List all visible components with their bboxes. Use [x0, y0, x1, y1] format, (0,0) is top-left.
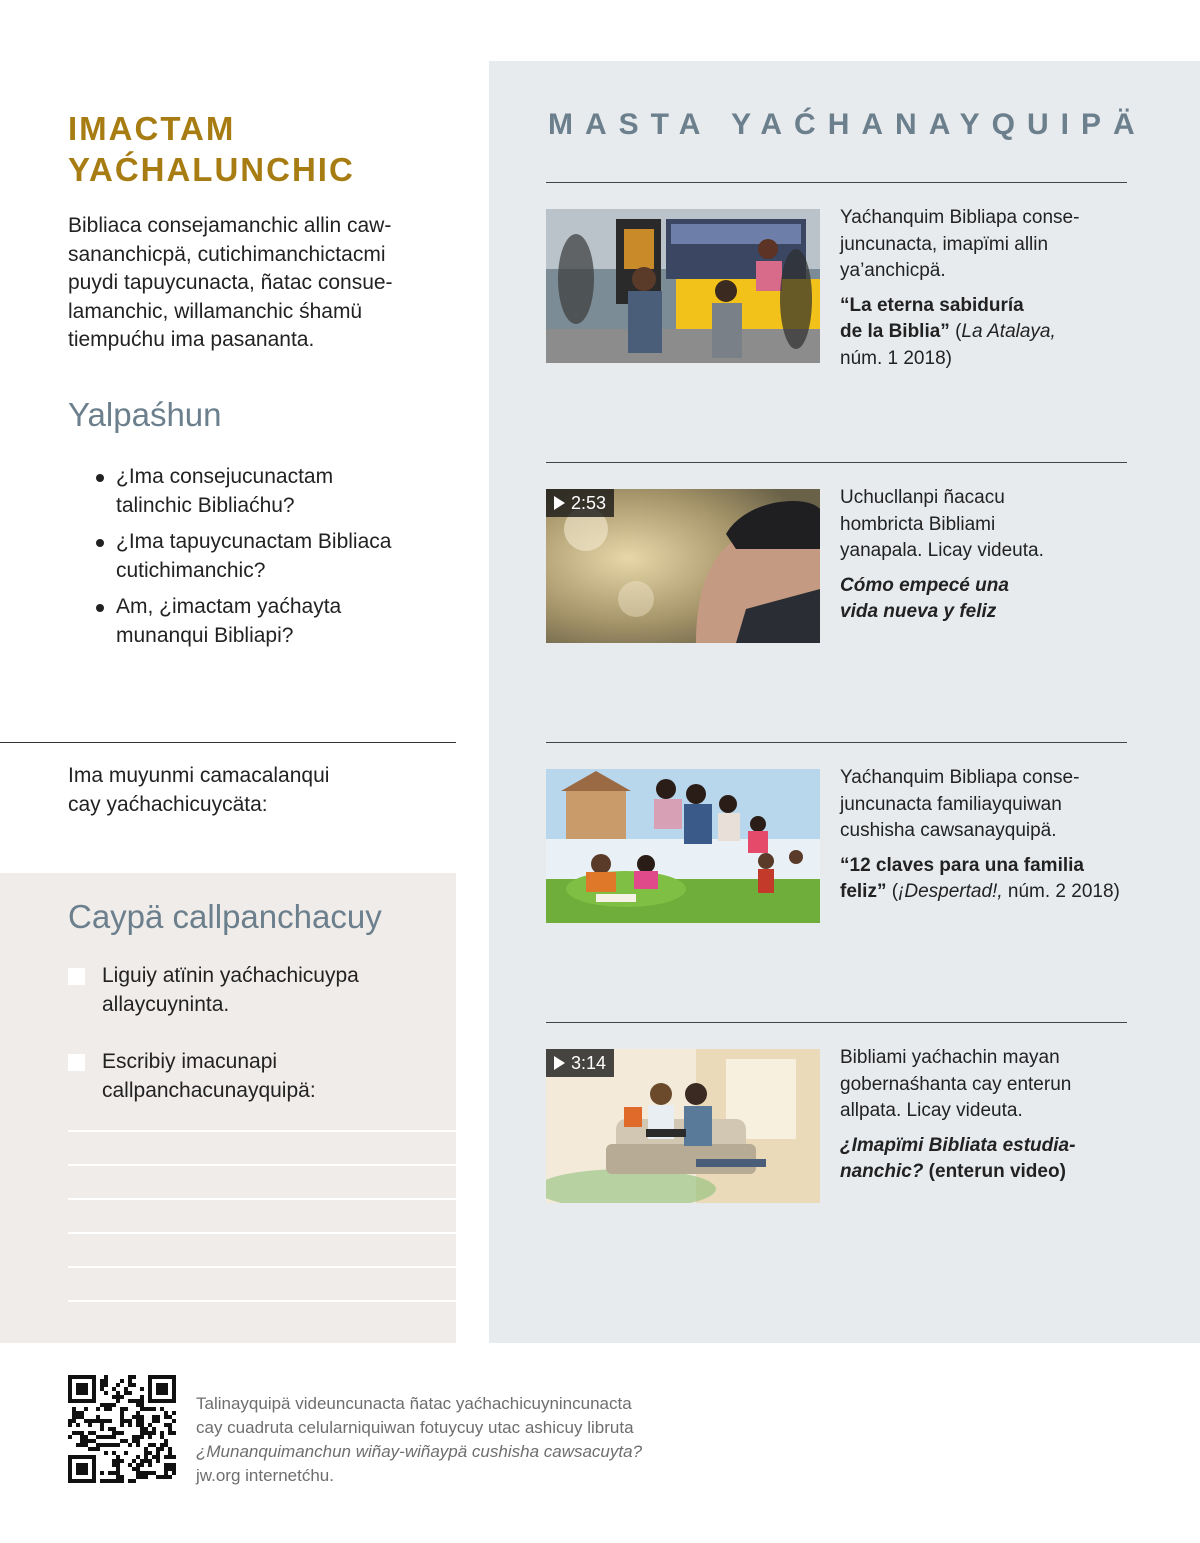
article-thumbnail[interactable] [546, 209, 820, 363]
qr-code[interactable] [68, 1375, 176, 1483]
video-duration-badge [546, 1049, 614, 1077]
list-item [92, 593, 391, 650]
description-line: Uchucllanpi ñacacu [840, 487, 1005, 508]
family-image [546, 769, 820, 923]
question-line: Am, ¿imactam yaćhayta [116, 595, 342, 618]
footer-line: Talinayquipä videuncunacta ñatac yaćhachicuynincunacta [196, 1394, 632, 1413]
writing-line[interactable] [68, 1232, 456, 1234]
video-link[interactable] [840, 1133, 1130, 1186]
intro-line: Bibliaca consejamanchic allin caw- [68, 214, 392, 237]
article-link[interactable] [840, 293, 1130, 373]
description-line: ya’anchicpä. [840, 260, 946, 281]
description-line: gobernaśhanta cay enterun [840, 1073, 1072, 1095]
writing-line[interactable] [68, 1300, 456, 1302]
task-item[interactable] [68, 962, 359, 1019]
section-divider [546, 742, 1127, 743]
video-title-suffix: (enterun video) [923, 1161, 1066, 1182]
question-line: cutichimanchic? [116, 558, 266, 582]
tasks-panel [0, 873, 456, 1343]
checkbox-icon[interactable] [68, 1054, 85, 1071]
page-title-line-2: YAĆHALUNCHIC [68, 151, 355, 188]
task-line: Liguiy atïnin yaćhachicuypa [102, 964, 359, 987]
writing-line[interactable] [68, 1130, 456, 1132]
description-line: hombricta Bibliami [840, 513, 996, 535]
description-line: juncunacta, imapïmi allin [840, 233, 1049, 255]
article-title-line: de la Biblia” [840, 321, 950, 342]
description-line: yanapala. Licay videuta. [840, 540, 1044, 561]
intro-line: sananchicpä, cutichimanchictacmi [68, 242, 386, 266]
description-line: juncunacta familiayquiwan [840, 793, 1062, 815]
video-title-line: Cómo empecé una [840, 574, 1009, 596]
intro-line: puydi tapuycunacta, ñatac consue- [68, 271, 393, 294]
article-link[interactable] [840, 853, 1130, 906]
source-publication: ¡Despertad!, [898, 881, 1003, 902]
task-line: callpanchacunayquipä: [102, 1078, 316, 1102]
video-title-line: ¿Imapïmi Bibliata estudia- [840, 1134, 1076, 1156]
study-note [68, 762, 329, 819]
question-line: talinchic Bibliaćhu? [116, 493, 295, 517]
checkbox-icon[interactable] [68, 968, 85, 985]
tasks-heading: Caypä callpanchacuy [68, 898, 382, 935]
questions-list [92, 463, 391, 658]
task-item[interactable] [68, 1048, 316, 1105]
page-title-line-1: IMACTAM [68, 110, 236, 147]
question-line: munanqui Bibliapi? [116, 623, 294, 647]
video-link[interactable] [840, 573, 1130, 626]
video-thumbnail[interactable] [546, 489, 820, 643]
play-icon [554, 1056, 565, 1070]
list-item [92, 463, 391, 520]
article-title-line: feliz” [840, 881, 887, 902]
play-icon [554, 496, 565, 510]
intro-line: tiempućhu ima pasananta. [68, 328, 315, 351]
source-issue: núm. 1 2018) [840, 347, 952, 369]
description-line: Yaćhanquim Bibliapa conse- [840, 207, 1080, 228]
description-line: allpata. Licay videuta. [840, 1100, 1023, 1121]
questions-heading: Yalpaśhun [68, 396, 222, 433]
description-line: Yaćhanquim Bibliapa conse- [840, 767, 1080, 788]
footer-line: cay cuadruta celularniquiwan fotuycuy utac ashicuy libruta [196, 1418, 634, 1437]
video-description [840, 485, 1130, 626]
description-line: cushisha cawsanayquipä. [840, 820, 1057, 841]
source-paren: ( [886, 881, 899, 902]
task-line: allaycuyninta. [102, 992, 230, 1016]
bullet-icon [96, 539, 104, 547]
video-title-line: nanchic? [840, 1161, 924, 1182]
video-description [840, 1045, 1130, 1186]
duration-label: 3:14 [571, 1053, 607, 1073]
question-line: ¿Ima consejucunactam [116, 465, 334, 488]
section-divider [0, 742, 456, 743]
qr-code-icon [68, 1375, 176, 1483]
description-line: Bibliami yaćhachin mayan [840, 1047, 1060, 1068]
article-description [840, 205, 1130, 372]
writing-line[interactable] [68, 1198, 456, 1200]
intro-line: lamanchic, willamanchic śhamü [68, 299, 363, 323]
bullet-icon [96, 604, 104, 612]
list-item [92, 528, 391, 585]
article-title-line: “La eterna sabiduría [840, 294, 1024, 316]
duration-label: 2:53 [571, 493, 607, 513]
related-resources-title: MASTA YAĆHANAYQUIPÄ [548, 108, 1147, 141]
video-title-line: vida nueva y feliz [840, 601, 997, 622]
article-thumbnail[interactable] [546, 769, 820, 923]
writing-line[interactable] [68, 1266, 456, 1268]
question-line: ¿Ima tapuycunactam Bibliaca [116, 530, 392, 553]
source-publication: La Atalaya, [961, 321, 1056, 342]
study-note-line: cay yaćhachicuycäta: [68, 792, 268, 816]
train-station-image [546, 209, 820, 363]
article-title-line: “12 claves para una familia [840, 854, 1084, 876]
article-description [840, 765, 1130, 906]
footer-note [196, 1392, 642, 1488]
source-issue: núm. 2 2018) [1002, 881, 1120, 902]
study-note-line: Ima muyunmi camacalanqui [68, 764, 330, 787]
task-line: Escribiy imacunapi [102, 1050, 278, 1073]
video-duration-badge [546, 489, 614, 517]
section-divider [546, 462, 1127, 463]
footer-website[interactable]: jw.org internetćhu. [196, 1466, 334, 1485]
section-divider [546, 182, 1127, 183]
source-paren: ( [949, 321, 962, 342]
section-divider [546, 1022, 1127, 1023]
video-thumbnail[interactable] [546, 1049, 820, 1203]
bullet-icon [96, 474, 104, 482]
writing-line[interactable] [68, 1164, 456, 1166]
footer-book-title: ¿Munanquimanchun wiñay-wiñaypä cushisha cawsacuyta? [196, 1442, 643, 1461]
intro-paragraph [68, 212, 443, 355]
page-title [68, 108, 355, 190]
